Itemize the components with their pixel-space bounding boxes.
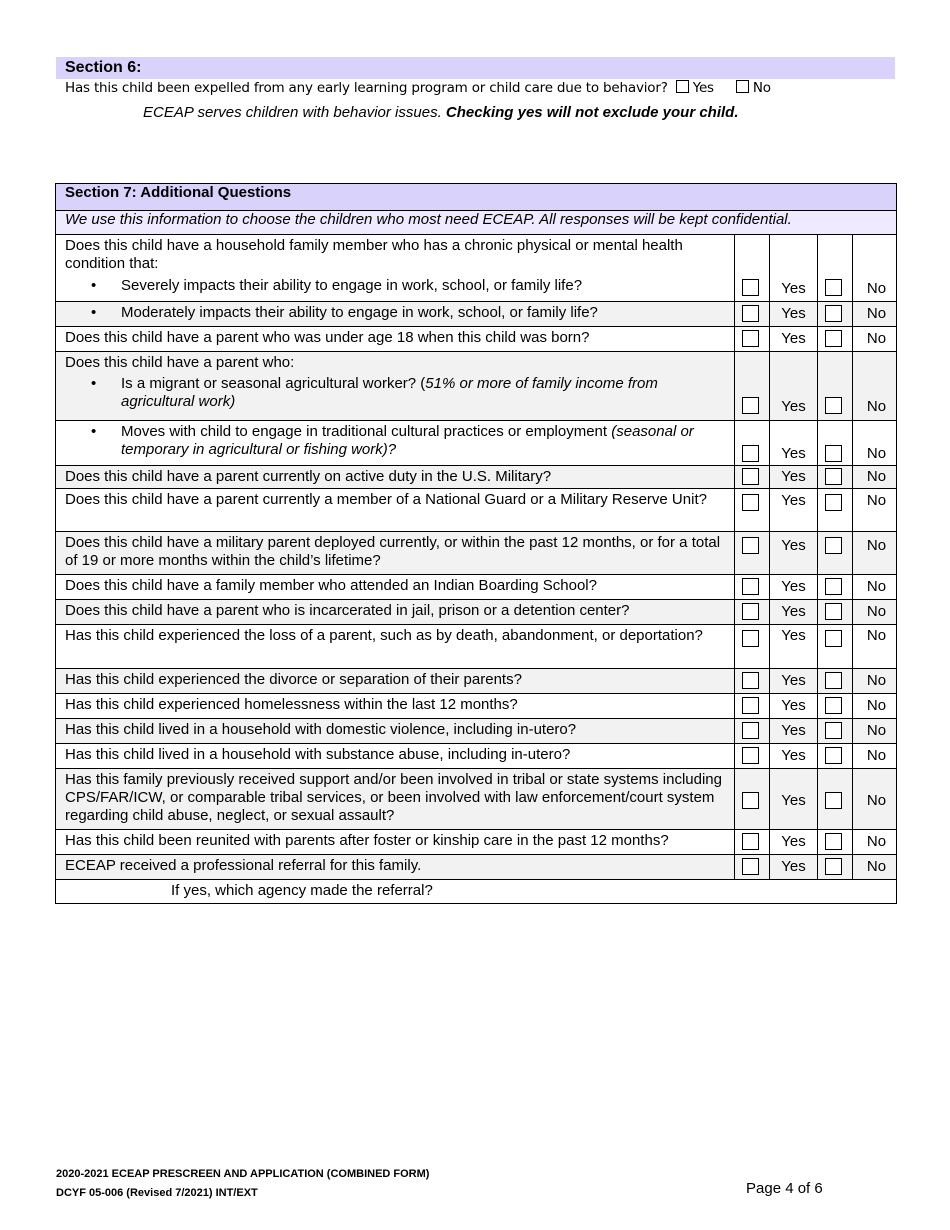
- section6-note-bold: Checking yes will not exclude your child.: [445, 104, 739, 121]
- list-item: • Severely impacts their ability to engage in work, school, or family life?: [91, 277, 583, 294]
- yes-checkbox[interactable]: [742, 330, 759, 347]
- yes-checkbox[interactable]: [742, 578, 759, 595]
- no-checkbox[interactable]: [825, 858, 842, 875]
- yes-label: Yes: [781, 747, 806, 764]
- no-label: No: [866, 305, 887, 322]
- no-label: No: [866, 578, 887, 595]
- section6-question-row: [65, 80, 771, 97]
- no-label: No: [866, 833, 887, 850]
- no-label: No: [866, 603, 887, 620]
- table-row: [56, 421, 897, 466]
- question-text-italic: (seasonal or temporary in agricultural or fishing work)?: [121, 423, 694, 458]
- yes-label: Yes: [781, 792, 806, 809]
- yes-checkbox[interactable]: [742, 537, 759, 554]
- table-row: [56, 489, 897, 532]
- section6-yes-label: Yes: [692, 80, 714, 96]
- table-row: [56, 235, 897, 302]
- question-text-italic: 51% or more of family income from agricultural work): [121, 375, 658, 410]
- yes-checkbox[interactable]: [742, 858, 759, 875]
- yes-label: Yes: [781, 305, 806, 322]
- yes-checkbox[interactable]: [742, 468, 759, 485]
- no-checkbox[interactable]: [825, 792, 842, 809]
- table-row: [56, 575, 897, 600]
- question-text: Has this child been reunited with parents after foster or kinship care in the past 12 months?: [56, 830, 735, 855]
- yes-label: Yes: [781, 398, 806, 415]
- yes-checkbox[interactable]: [742, 279, 759, 296]
- yes-label: Yes: [781, 280, 806, 297]
- no-checkbox[interactable]: [825, 537, 842, 554]
- yes-checkbox[interactable]: [742, 305, 759, 322]
- no-checkbox[interactable]: [825, 305, 842, 322]
- table-row: [56, 830, 897, 855]
- no-label: No: [866, 280, 887, 297]
- question-text: Severely impacts their ability to engage in work, school, or family life?: [121, 277, 583, 294]
- question-text: Moderately impacts their ability to engage in work, school, or family life?: [121, 304, 598, 321]
- yes-checkbox[interactable]: [742, 672, 759, 689]
- no-checkbox[interactable]: [825, 494, 842, 511]
- yes-label: Yes: [781, 833, 806, 850]
- question-text: Is a migrant or seasonal agricultural worker? (: [121, 375, 426, 392]
- yes-label: Yes: [781, 672, 806, 689]
- yes-label: Yes: [781, 627, 806, 644]
- yes-checkbox[interactable]: [742, 445, 759, 462]
- section6-question: Has this child been expelled from any early learning program or child care due to behavior?: [65, 80, 668, 96]
- no-checkbox[interactable]: [825, 445, 842, 462]
- question-text: Has this child lived in a household with domestic violence, including in-utero?: [56, 719, 735, 744]
- yes-label: Yes: [781, 445, 806, 462]
- yes-checkbox[interactable]: [742, 833, 759, 850]
- yes-checkbox[interactable]: [742, 792, 759, 809]
- section6-yes-checkbox[interactable]: [676, 80, 689, 93]
- yes-checkbox[interactable]: [742, 722, 759, 739]
- no-checkbox[interactable]: [825, 330, 842, 347]
- section6-header: Section 6:: [56, 57, 895, 79]
- table-row: [56, 694, 897, 719]
- yes-label: Yes: [781, 578, 806, 595]
- no-checkbox[interactable]: [825, 397, 842, 414]
- question-text: Does this child have a military parent deployed currently, or within the past 12 months, or for a total of 19 or more months within the child’s lifetime?: [56, 532, 735, 575]
- yes-checkbox[interactable]: [742, 697, 759, 714]
- yes-checkbox[interactable]: [742, 747, 759, 764]
- table-row: [56, 302, 897, 327]
- page-number: Page 4 of 6: [746, 1180, 823, 1197]
- section6-no-label: No: [752, 80, 771, 96]
- yes-label: Yes: [781, 468, 806, 485]
- no-checkbox[interactable]: [825, 578, 842, 595]
- no-label: No: [866, 697, 887, 714]
- yes-checkbox[interactable]: [742, 603, 759, 620]
- list-item: • Is a migrant or seasonal agricultural worker? (51% or more of family income from agricultural work): [91, 375, 658, 410]
- question-text: Does this child have a parent who was under age 18 when this child was born?: [56, 327, 735, 352]
- question-text: Has this child experienced the loss of a parent, such as by death, abandonment, or deportation?: [56, 625, 735, 669]
- no-checkbox[interactable]: [825, 672, 842, 689]
- question-text: Has this child experienced the divorce or separation of their parents?: [56, 669, 735, 694]
- no-label: No: [866, 627, 887, 644]
- list-item: • Moves with child to engage in traditional cultural practices or employment (seasonal or temporary in agricultural or fishing work)?: [91, 423, 694, 458]
- question-text: Has this family previously received support and/or been involved in tribal or state systems including CPS/FAR/ICW, or comparable tribal services, or been involved with law enforcement/court system regarding child abuse, neglect, or sexual assault?: [56, 769, 735, 830]
- table-row: [56, 352, 897, 421]
- no-label: No: [866, 492, 887, 509]
- question-text: Has this child experienced homelessness within the last 12 months?: [56, 694, 735, 719]
- no-label: No: [866, 330, 887, 347]
- no-checkbox[interactable]: [825, 468, 842, 485]
- section6-note: [143, 104, 739, 122]
- question-text: Has this child lived in a household with substance abuse, including in-utero?: [56, 744, 735, 769]
- yes-label: Yes: [781, 858, 806, 875]
- no-label: No: [866, 398, 887, 415]
- table-row: [56, 466, 897, 489]
- yes-checkbox[interactable]: [742, 494, 759, 511]
- section7-title: Section 7: Additional Questions: [56, 184, 897, 211]
- no-checkbox[interactable]: [825, 630, 842, 647]
- question-text: Does this child have a family member who attended an Indian Boarding School?: [56, 575, 735, 600]
- no-label: No: [866, 858, 887, 875]
- yes-checkbox[interactable]: [742, 397, 759, 414]
- yes-label: Yes: [781, 492, 806, 509]
- no-checkbox[interactable]: [825, 697, 842, 714]
- no-checkbox[interactable]: [825, 603, 842, 620]
- no-label: No: [866, 792, 887, 809]
- yes-label: Yes: [781, 722, 806, 739]
- question-text: Does this child have a parent currently a member of a National Guard or a Military Reserve Unit?: [56, 489, 735, 532]
- table-row: [56, 880, 897, 904]
- no-label: No: [866, 747, 887, 764]
- table-row: [56, 855, 897, 880]
- no-label: No: [866, 468, 887, 485]
- no-checkbox[interactable]: [825, 833, 842, 850]
- list-item: • Moderately impacts their ability to engage in work, school, or family life?: [91, 304, 598, 321]
- yes-label: Yes: [781, 697, 806, 714]
- yes-label: Yes: [781, 330, 806, 347]
- no-label: No: [866, 672, 887, 689]
- no-label: No: [866, 445, 887, 462]
- table-row: [56, 600, 897, 625]
- no-checkbox[interactable]: [825, 279, 842, 296]
- no-checkbox[interactable]: [825, 747, 842, 764]
- section7-intro: We use this information to choose the children who most need ECEAP. All responses will be kept confidential.: [56, 211, 897, 235]
- table-row: [56, 744, 897, 769]
- question-text: Does this child have a parent currently on active duty in the U.S. Military?: [56, 466, 735, 489]
- section7-table: [55, 183, 897, 904]
- question-text: Does this child have a household family member who has a chronic physical or mental health condition that:: [65, 237, 683, 272]
- table-row: [56, 625, 897, 669]
- question-text: ECEAP received a professional referral for this family.: [56, 855, 735, 880]
- question-text: Does this child have a parent who:: [65, 354, 295, 371]
- form-title: 2020-2021 ECEAP PRESCREEN AND APPLICATION (COMBINED FORM): [56, 1168, 430, 1180]
- section6-no-checkbox[interactable]: [736, 80, 749, 93]
- table-row: [56, 719, 897, 744]
- section6-note-italic: ECEAP serves children with behavior issues.: [143, 104, 442, 121]
- yes-checkbox[interactable]: [742, 630, 759, 647]
- no-label: No: [866, 722, 887, 739]
- referral-agency-field[interactable]: If yes, which agency made the referral?: [56, 880, 897, 904]
- yes-label: Yes: [781, 603, 806, 620]
- table-row: [56, 532, 897, 575]
- table-row: [56, 669, 897, 694]
- no-checkbox[interactable]: [825, 722, 842, 739]
- table-row: [56, 769, 897, 830]
- question-text: Does this child have a parent who is incarcerated in jail, prison or a detention center?: [56, 600, 735, 625]
- form-number: DCYF 05-006 (Revised 7/2021) INT/EXT: [56, 1187, 258, 1199]
- form-footer: [56, 1165, 429, 1203]
- table-row: [56, 327, 897, 352]
- question-text: Moves with child to engage in traditional cultural practices or employment: [121, 423, 612, 440]
- no-label: No: [866, 537, 887, 554]
- yes-label: Yes: [781, 537, 806, 554]
